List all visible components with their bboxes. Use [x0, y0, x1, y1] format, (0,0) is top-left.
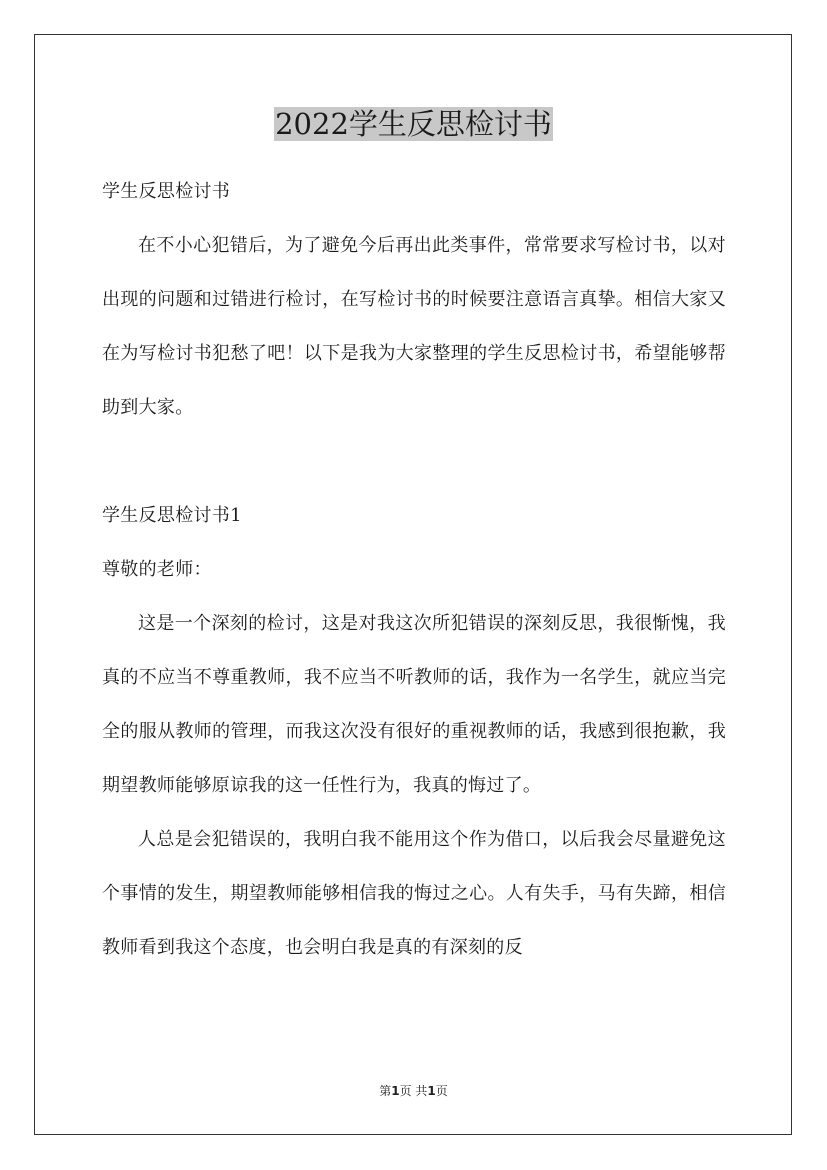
body-paragraph: 人总是会犯错误的，我明白我不能用这个作为借口，以后我会尽量避免这个事情的发生，期望教师能够相信我的悔过之心。人有失手，马有失蹄，相信教师看到我这个态度，也会明白我是真的有深刻的反 [102, 829, 726, 958]
intro-paragraph: 在不小心犯错后，为了避免今后再出此类事件，常常要求写检讨书，以对出现的问题和过错进行检讨，在写检讨书的时候要注意语言真挚。相信大家又在为写检讨书犯愁了吧！以下是我为大家整理的学生反思检讨书，希望能够帮助到大家。 [102, 235, 726, 418]
section-heading: 学生反思检讨书 [102, 181, 231, 202]
body-paragraph: 这是一个深刻的检讨，这是对我这次所犯错误的深刻反思，我很惭愧，我真的不应当不尊重教师，我不应当不听教师的话，我作为一名学生，就应当完全的服从教师的管理，而我这次没有很好的重视教师的话，我感到很抱歉，我期望教师能够原谅我的这一任性行为，我真的悔过了。 [102, 613, 726, 796]
footer-page-suffix: 页 共 [399, 1084, 428, 1098]
section-heading-1: 学生反思检讨书1 [102, 505, 242, 526]
document-body [102, 165, 726, 975]
document-title-text: 2022学生反思检讨书 [275, 107, 552, 141]
footer-total-suffix: 页 [435, 1084, 448, 1098]
salutation: 尊敬的老师： [102, 559, 212, 580]
page-footer [0, 1083, 827, 1099]
footer-prefix: 第 [379, 1084, 392, 1098]
page-number: 1 [391, 1084, 400, 1098]
document-title [0, 106, 827, 142]
total-pages: 1 [427, 1084, 436, 1098]
